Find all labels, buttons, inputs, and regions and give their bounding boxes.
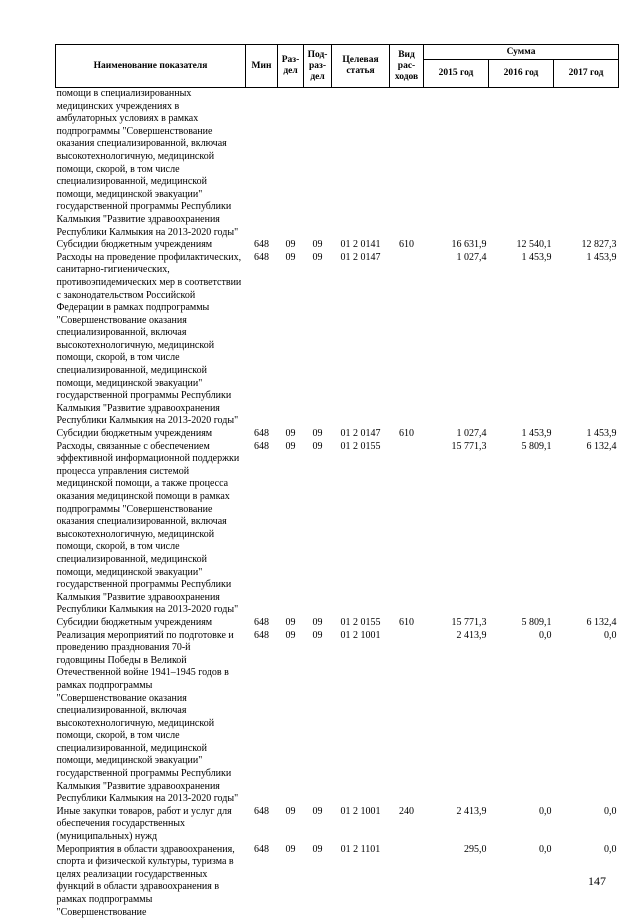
row-target: 01 2 1101 xyxy=(332,844,390,919)
row-vid xyxy=(390,844,424,919)
row-razdel: 09 xyxy=(278,806,304,844)
header-min: Мин xyxy=(246,45,278,88)
row-podrazdel: 09 xyxy=(304,617,332,630)
row-2017: 1 453,9 xyxy=(554,252,619,428)
row-name: помощи в специализированных медицинских учреждениях в амбулаторных условиях в рамках подпрограммы "Совершенствование оказания специализированной, включая высокотехнологичную, медицинской помощи, скорой, в том числе специализированной, медицинской помощи, медицинской эвакуации" государственной программы Республики Калмыкия "Развитие здравоохранения Республики Калмыкия на 2013-2020 годы" xyxy=(56,88,246,240)
row-min: 648 xyxy=(246,428,278,441)
row-min: 648 xyxy=(246,252,278,428)
row-2015: 2 413,9 xyxy=(424,630,489,806)
row-name: Расходы, связанные с обеспечением эффективной информационной поддержки процесса управления системой медицинской помощи, а также процесса оказания медицинской помощи в рамках подпрограммы "Совершенствование оказания специализированной, включая высокотехнологичную, медицинской помощи, скорой, в том числе специализированной, медицинской помощи, медицинской эвакуации" государственной программы Республики Калмыкия "Развитие здравоохранения Республики Калмыкия на 2013-2020 годы" xyxy=(56,441,246,617)
row-vid: 240 xyxy=(390,806,424,844)
row-razdel: 09 xyxy=(278,441,304,617)
budget-table xyxy=(55,44,619,919)
row-2015: 1 027,4 xyxy=(424,252,489,428)
row-2017: 1 453,9 xyxy=(554,428,619,441)
row-2017: 0,0 xyxy=(554,844,619,919)
row-min xyxy=(246,88,278,240)
row-2015: 16 631,9 xyxy=(424,239,489,252)
table-row xyxy=(56,252,619,428)
row-podrazdel: 09 xyxy=(304,844,332,919)
row-2016: 12 540,1 xyxy=(489,239,554,252)
table-row xyxy=(56,806,619,844)
row-target: 01 2 0155 xyxy=(332,441,390,617)
row-2015: 295,0 xyxy=(424,844,489,919)
row-2016: 0,0 xyxy=(489,630,554,806)
header-2015: 2015 год xyxy=(424,60,489,88)
row-name: Реализация мероприятий по подготовке и проведению празднования 70-й годовщины Победы в Великой Отечественной войне 1941–1945 годов в рамках подпрограммы "Совершенствование оказания специализированной, включая высокотехнологичную, медицинской помощи, скорой, в том числе специализированной, медицинской помощи, медицинской эвакуации" государственной программы Республики Калмыкия "Развитие здравоохранения Республики Калмыкия на 2013-2020 годы" xyxy=(56,630,246,806)
row-podrazdel: 09 xyxy=(304,239,332,252)
row-target: 01 2 1001 xyxy=(332,806,390,844)
header-name: Наименование показателя xyxy=(56,45,246,88)
row-razdel xyxy=(278,88,304,240)
header-podrazdel: Под-раз-дел xyxy=(304,45,332,88)
table-row xyxy=(56,88,619,240)
row-vid: 610 xyxy=(390,428,424,441)
row-podrazdel: 09 xyxy=(304,630,332,806)
row-podrazdel: 09 xyxy=(304,428,332,441)
row-name: Мероприятия в области здравоохранения, спорта и физической культуры, туризма в целях реализации государственных функций в области здравоохранения в рамках подпрограммы "Совершенствование xyxy=(56,844,246,919)
row-2017: 0,0 xyxy=(554,630,619,806)
row-target: 01 2 0147 xyxy=(332,428,390,441)
row-target xyxy=(332,88,390,240)
row-2015: 15 771,3 xyxy=(424,617,489,630)
row-name: Иные закупки товаров, работ и услуг для обеспечения государственных (муниципальных) нужд xyxy=(56,806,246,844)
row-razdel: 09 xyxy=(278,844,304,919)
row-podrazdel: 09 xyxy=(304,252,332,428)
table-row xyxy=(56,844,619,919)
row-razdel: 09 xyxy=(278,428,304,441)
row-name: Расходы на проведение профилактических, санитарно-гигиенических, противоэпидемических мер в соответствии с законодательством Российской Федерации в рамках подпрограммы "Совершенствование оказания специализированной, включая высокотехнологичную, медицинской помощи, скорой, в том числе специализированной, медицинской помощи, медицинской эвакуации" государственной программы Республики Калмыкия "Развитие здравоохранения Республики Калмыкия на 2013-2020 годы" xyxy=(56,252,246,428)
row-podrazdel: 09 xyxy=(304,806,332,844)
row-podrazdel xyxy=(304,88,332,240)
row-min: 648 xyxy=(246,617,278,630)
row-vid xyxy=(390,88,424,240)
row-razdel: 09 xyxy=(278,239,304,252)
row-name: Субсидии бюджетным учреждениям xyxy=(56,428,246,441)
table-row xyxy=(56,441,619,617)
row-2015 xyxy=(424,88,489,240)
row-razdel: 09 xyxy=(278,252,304,428)
row-2016: 0,0 xyxy=(489,806,554,844)
row-2016: 5 809,1 xyxy=(489,617,554,630)
row-vid: 610 xyxy=(390,617,424,630)
row-name: Субсидии бюджетным учреждениям xyxy=(56,617,246,630)
header-sum: Сумма xyxy=(424,45,619,60)
row-vid xyxy=(390,441,424,617)
row-target: 01 2 1001 xyxy=(332,630,390,806)
row-podrazdel: 09 xyxy=(304,441,332,617)
row-target: 01 2 0147 xyxy=(332,252,390,428)
table-row xyxy=(56,617,619,630)
row-2017 xyxy=(554,88,619,240)
row-2015: 2 413,9 xyxy=(424,806,489,844)
row-2017: 6 132,4 xyxy=(554,441,619,617)
row-2015: 1 027,4 xyxy=(424,428,489,441)
row-min: 648 xyxy=(246,630,278,806)
row-min: 648 xyxy=(246,806,278,844)
row-vid xyxy=(390,252,424,428)
row-target: 01 2 0155 xyxy=(332,617,390,630)
row-min: 648 xyxy=(246,239,278,252)
row-2017: 12 827,3 xyxy=(554,239,619,252)
row-vid xyxy=(390,630,424,806)
row-2017: 6 132,4 xyxy=(554,617,619,630)
row-2016: 5 809,1 xyxy=(489,441,554,617)
header-target: Целевая статья xyxy=(332,45,390,88)
row-2017: 0,0 xyxy=(554,806,619,844)
table-row xyxy=(56,630,619,806)
page-number: 147 xyxy=(588,874,606,889)
row-min: 648 xyxy=(246,844,278,919)
row-2016: 1 453,9 xyxy=(489,428,554,441)
row-razdel: 09 xyxy=(278,630,304,806)
row-target: 01 2 0141 xyxy=(332,239,390,252)
row-2016: 0,0 xyxy=(489,844,554,919)
row-2016: 1 453,9 xyxy=(489,252,554,428)
table-row xyxy=(56,239,619,252)
row-razdel: 09 xyxy=(278,617,304,630)
table-header xyxy=(56,45,619,88)
row-min: 648 xyxy=(246,441,278,617)
table-body xyxy=(56,88,619,919)
row-name: Субсидии бюджетным учреждениям xyxy=(56,239,246,252)
row-2016 xyxy=(489,88,554,240)
row-2015: 15 771,3 xyxy=(424,441,489,617)
header-vid: Вид рас-ходов xyxy=(390,45,424,88)
row-vid: 610 xyxy=(390,239,424,252)
header-2017: 2017 год xyxy=(554,60,619,88)
header-2016: 2016 год xyxy=(489,60,554,88)
header-razdel: Раз-дел xyxy=(278,45,304,88)
table-row xyxy=(56,428,619,441)
